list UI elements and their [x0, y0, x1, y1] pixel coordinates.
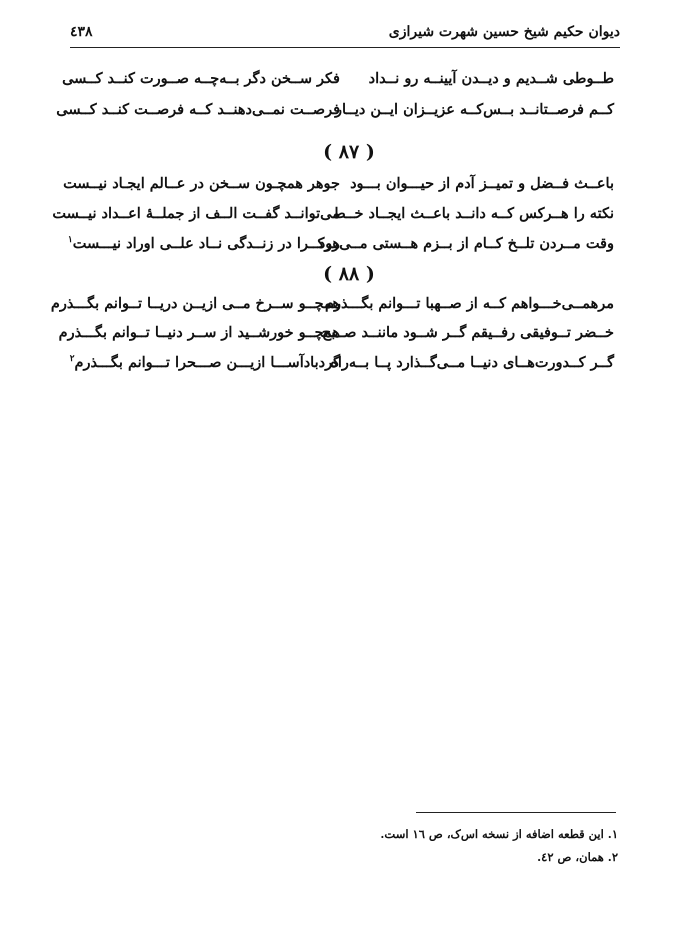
hemistich-text: همچــو خورشــید از ســر دنیــا تــوانم بگـــذرم	[58, 324, 340, 341]
verse-row	[52, 205, 614, 231]
right-hemistich: خــضر تــوفیقی رفــیقم گــر شــود ماننــد صــبح	[321, 324, 614, 341]
right-hemistich: وقت مــردن تلــخ کــام از بــزم هــستی مــی‌رود	[318, 235, 614, 252]
footnote: ١. این قطعه اضافه از نسخه اس‌ک، ص ١٦ است.	[380, 827, 618, 841]
verse-row	[67, 235, 614, 261]
left-hemistich	[63, 175, 340, 192]
verse-row	[58, 324, 614, 350]
page-header	[70, 24, 620, 46]
verse-row	[62, 70, 614, 96]
left-hemistich: فکر ســخن دگر بــه‌چــه صــورت کنــد کــسی	[62, 70, 340, 87]
footnote-divider	[416, 812, 616, 813]
verse-row	[63, 175, 614, 201]
left-hemistich	[58, 324, 340, 341]
hemistich-text: هرکــرا در زنــدگی نــاد علــی اوراد نیـــست	[72, 235, 340, 252]
page-number: ٤٣٨	[70, 24, 93, 40]
hemistich-text: گردبادآســـا ازیـــن صـــحرا تـــوانم بگـــذرم	[74, 354, 340, 371]
left-hemistich	[52, 205, 340, 222]
verse-row	[69, 354, 614, 380]
footnote-marker: ١	[67, 235, 73, 246]
hemistich-text: جوهر همچـون ســخن در عــالم ایجـاد نیــست	[63, 175, 340, 192]
right-hemistich: کــم فرصــتانــد بــس‌کــه عزیــزان ایــن دیــار	[334, 101, 614, 118]
verse-row	[50, 295, 614, 321]
poem-number-88: ( ۸۸ )	[323, 263, 375, 285]
right-hemistich: گــر کــدورت‌هــای دنیــا مــی‌گــذارد پــا بــه‌راه	[330, 354, 614, 371]
right-hemistich: نکته را هــرکس کــه دانــد باعــث ایجــاد خــط	[332, 205, 614, 222]
left-hemistich	[67, 235, 340, 252]
verse-row	[56, 101, 614, 127]
hemistich-text: می‌توانــد گفــت الــف از جملــهٔ اعــداد نیــست	[52, 205, 340, 222]
right-hemistich: باعــث فــضل و تمیــز آدم از حیـــوان بـــود	[350, 175, 614, 192]
right-hemistich: مرهمــی‌خـــواهم کــه از صــهبا تـــوانم بگـــذرم	[325, 295, 614, 312]
footnote: ٢. همان، ص ٤٢.	[537, 850, 618, 864]
poem-number-87: ( ۸۷ )	[323, 141, 375, 163]
right-hemistich: طــوطی شــدیم و دیــدن آیینــه رو نــداد	[368, 70, 614, 87]
left-hemistich: فرصــت نمــی‌دهنــد کــه فرصــت کنــد کــسی	[56, 101, 340, 118]
running-title: دیوان حکیم شیخ حسین شهرت شیرازی	[388, 24, 620, 40]
footnote-marker: ٢	[69, 354, 75, 365]
left-hemistich	[69, 354, 340, 371]
hemistich-text: همچــو ســرخ مــی ازیــن دریــا تــوانم بگـــذرم	[50, 295, 340, 312]
left-hemistich	[50, 295, 340, 312]
header-divider	[70, 47, 620, 48]
